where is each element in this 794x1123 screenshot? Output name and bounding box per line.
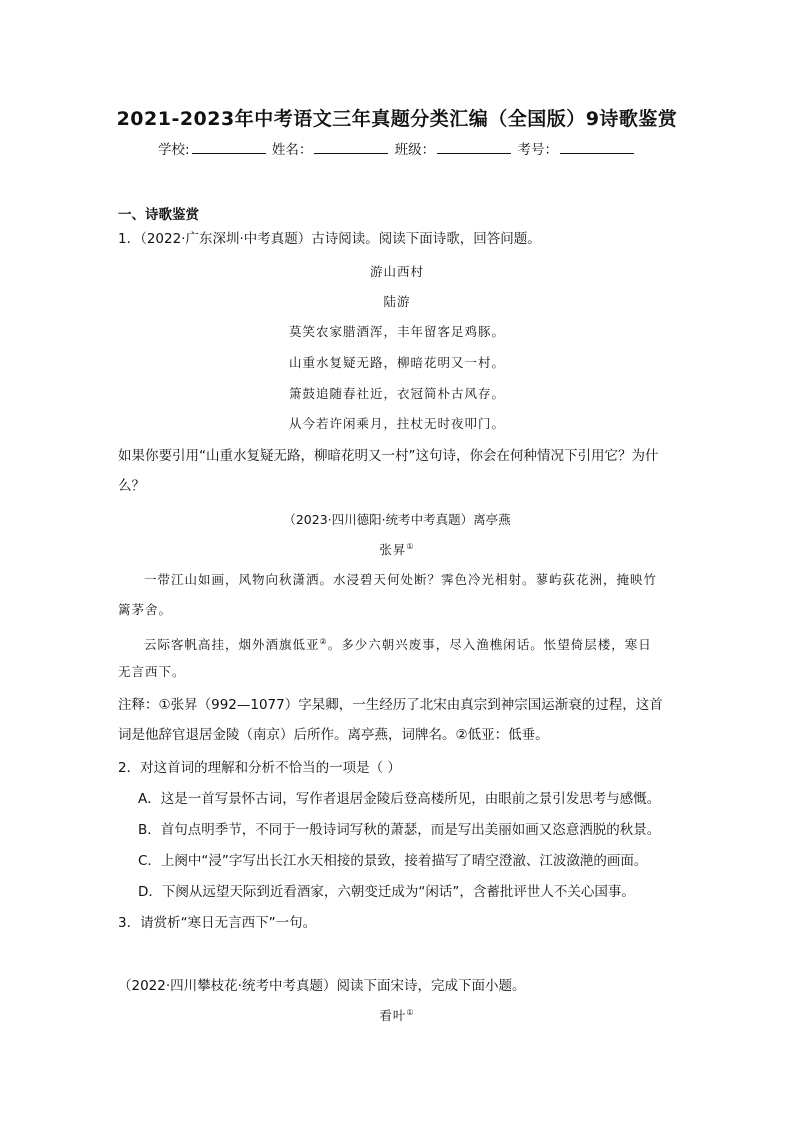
- q2-stem: 2．对这首词的理解和分析不恰当的一项是（ ）: [118, 760, 401, 776]
- q3-stem: 3．请赏析“寒日无言西下”一句。: [118, 915, 317, 931]
- group2-para2-note-mark: ②: [319, 637, 328, 646]
- q2-option-c[interactable]: C．上阕中“浸”字写出长江水天相接的景致，接着描写了晴空澄澈、江波潋滟的画面。: [138, 853, 648, 869]
- section-heading: 一、诗歌鉴赏: [118, 207, 199, 223]
- q2-option-a[interactable]: A．这是一首写景怀古词，写作者退居金陵后登高楼所见，由眼前之景引发思考与感慨。: [138, 791, 661, 807]
- class-blank[interactable]: [437, 141, 511, 154]
- group2-para2-text-b: 。多少六朝兴废事，尽入渔樵闲话。怅望倚层楼，寒日: [327, 637, 652, 653]
- group3-poem-title-text: 看叶: [379, 1008, 407, 1023]
- school-label: 学校:: [158, 142, 190, 158]
- student-info-line: [0, 138, 794, 158]
- q1-poem-line: 从今若许闲乘月，拄杖无时夜叩门。: [288, 416, 505, 431]
- group2-note-line: 注释：①张昇（992—1077）字杲卿，一生经历了北宋由真宗到神宗国运渐衰的过程，这首: [118, 697, 663, 713]
- class-label: 班级：: [394, 142, 436, 158]
- group2-author: [0, 540, 794, 558]
- group2-para2-line: 无言西下。: [118, 664, 186, 679]
- document-title: 2021-2023年中考语文三年真题分类汇编（全国版）9诗歌鉴赏: [116, 108, 678, 130]
- group2-para1-line: 篱茅舍。: [118, 602, 173, 617]
- exam-no-label: 考号：: [517, 142, 558, 158]
- name-blank[interactable]: [314, 141, 388, 154]
- q2-option-b[interactable]: B．首句点明季节，不同于一般诗词写秋的萧瑟，而是写出美丽如画又恣意洒脱的秋景。: [138, 822, 661, 838]
- group2-para1-line: 一带江山如画，风物向秋潇洒。水浸碧天何处断？霁色冷光相射。蓼屿荻花洲，掩映竹: [144, 572, 658, 587]
- q1-question-line: 么？: [118, 478, 145, 494]
- q1-poem-author: 陆游: [383, 294, 411, 309]
- group2-source-title: （2023·四川德阳·统考中考真题）离亭燕: [283, 512, 511, 527]
- group2-author-note-mark: ①: [406, 541, 415, 551]
- group3-source-line: （2022·四川攀枝花·统考中考真题）阅读下面宋诗，完成下面小题。: [118, 978, 526, 994]
- q1-poem-line: 箫鼓追随春社近，衣冠简朴古风存。: [288, 386, 505, 401]
- group2-para2-text-a: 云际客帆高挂，烟外酒旗低亚: [144, 637, 320, 653]
- school-blank[interactable]: [192, 141, 266, 154]
- q2-option-d[interactable]: D．下阕从远望天际到近看酒家，六朝变迁成为“闲话”，含蓄批评世人不关心国事。: [138, 884, 635, 900]
- group3-poem-title: [0, 1006, 794, 1024]
- group2-note-line: 词是他辞官退居金陵（南京）后所作。离亭燕，词牌名。②低亚：低垂。: [118, 727, 549, 743]
- q1-poem-title: 游山西村: [369, 264, 424, 279]
- name-label: 姓名：: [271, 142, 313, 158]
- group3-poem-title-mark: ①: [406, 1007, 415, 1017]
- q1-poem-line: 山重水复疑无路，柳暗花明又一村。: [288, 355, 505, 370]
- group2-author-name: 张昇: [379, 542, 407, 557]
- group2-para2-line: [118, 632, 690, 655]
- q1-poem-line: 莫笑农家腊酒浑，丰年留客足鸡豚。: [288, 324, 505, 339]
- q1-prompt: 1．（2022·广东深圳·中考真题）古诗阅读。阅读下面诗歌，回答问题。: [118, 231, 541, 247]
- q1-question-line: 如果你要引用“山重水复疑无路，柳暗花明又一村”这句诗，你会在何种情况下引用它？为什: [118, 448, 659, 464]
- exam-no-blank[interactable]: [560, 141, 634, 154]
